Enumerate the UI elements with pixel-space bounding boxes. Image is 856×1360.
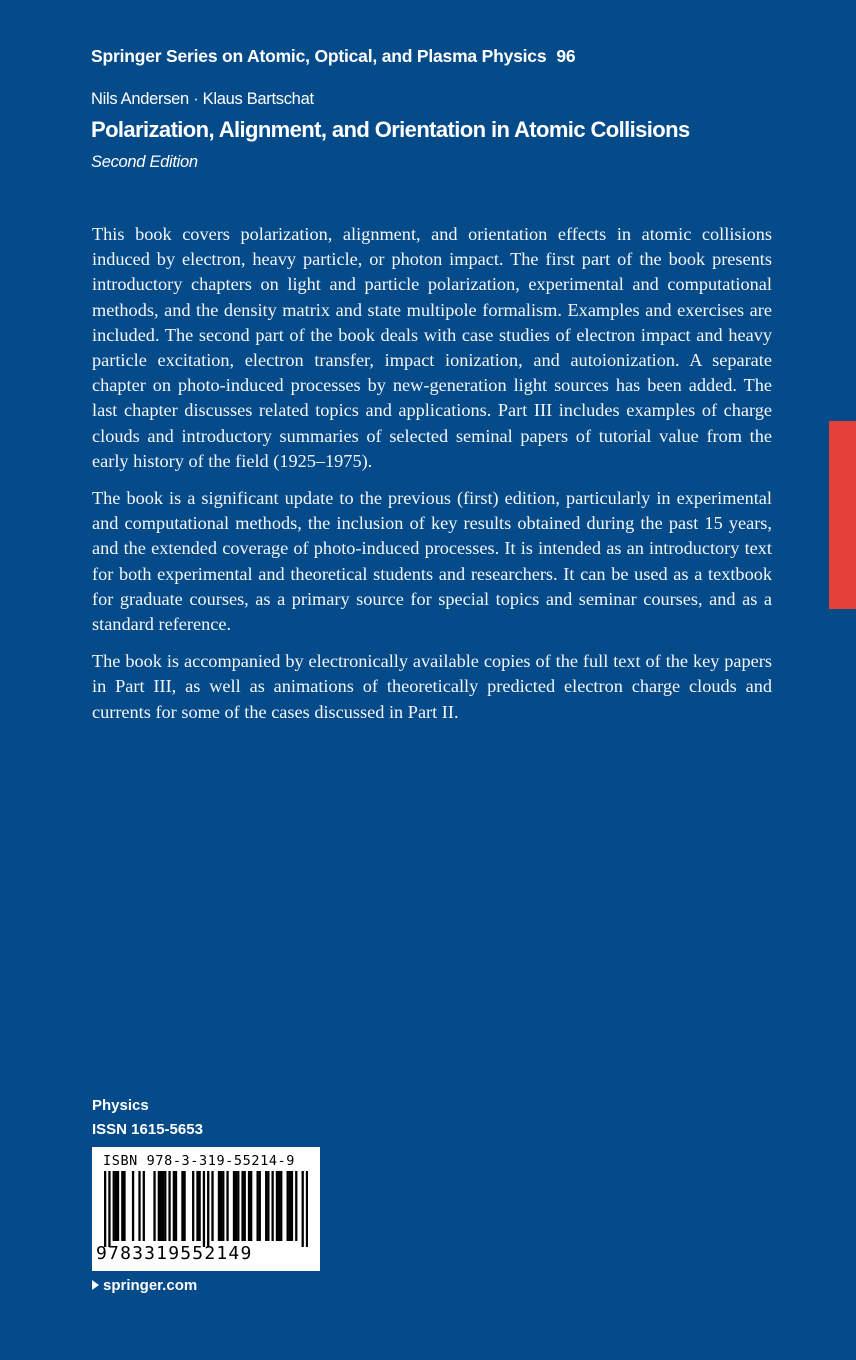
barcode-bar — [280, 1171, 282, 1241]
barcode-bar — [248, 1171, 250, 1241]
barcode-bar — [113, 1171, 115, 1241]
barcode-bar — [175, 1171, 177, 1241]
barcode-bar — [207, 1171, 209, 1247]
barcode-bar — [192, 1171, 194, 1241]
barcode-bar — [276, 1171, 278, 1241]
barcode-bar — [117, 1171, 119, 1241]
barcode-bar — [220, 1171, 222, 1241]
barcode-bar — [123, 1171, 125, 1241]
barcode-bar — [218, 1171, 220, 1241]
barcode-box — [92, 1147, 320, 1271]
barcode-bar — [265, 1171, 267, 1241]
barcode-bar — [237, 1171, 239, 1241]
issn-label: ISSN 1615-5653 — [92, 1121, 203, 1138]
barcode-bar — [104, 1171, 106, 1247]
blurb-paragraph-3: The book is accompanied by electronically available copies of the full text of the key papers in Part III, as well as animations of theoretically predicted electron charge clouds and currents for some of the cases discussed in Part II. — [92, 651, 772, 722]
barcode-bar — [267, 1171, 269, 1241]
barcode-bar — [250, 1171, 252, 1241]
blurb-paragraph-2: The book is a significant update to the previous (first) edition, particularly in experimental and computational methods, the inclusion of key results obtained during the past 15 years, and the extended coverage of photo-induced processes. It is intended as an introductory text for both experimental and theoretical students and researchers. It can be used as a textbook for graduate courses, as a primary source for special topics and seminar courses, and as a standard reference. — [92, 488, 772, 635]
barcode-bar — [271, 1171, 273, 1241]
barcode-bar — [115, 1171, 117, 1241]
series-name: Springer Series on Atomic, Optical, and Plasma Physics — [91, 46, 547, 66]
barcode-bar — [291, 1171, 293, 1241]
barcode-bar — [259, 1171, 261, 1241]
barcode-bar — [158, 1171, 160, 1241]
barcode-bar — [203, 1171, 205, 1247]
barcode-bar — [233, 1171, 235, 1241]
barcode-bar — [287, 1171, 289, 1241]
barcode-bar — [132, 1171, 134, 1241]
barcode-bar — [306, 1171, 308, 1247]
barcode-bar — [121, 1171, 123, 1241]
springer-link[interactable] — [92, 1277, 197, 1294]
series-line — [91, 46, 575, 67]
barcode-bar — [235, 1171, 237, 1241]
blurb — [92, 222, 772, 737]
barcode-bar — [289, 1171, 291, 1241]
subject-label: Physics — [92, 1097, 149, 1114]
barcode-bar — [164, 1171, 166, 1241]
barcode-bar — [222, 1171, 224, 1241]
barcode-bar — [256, 1171, 258, 1241]
red-edge-tab — [829, 421, 856, 609]
barcode-bar — [138, 1171, 140, 1241]
barcode-bar — [143, 1171, 145, 1241]
barcode-bar — [108, 1171, 110, 1247]
barcode-bar — [278, 1171, 280, 1241]
barcode-bar — [295, 1171, 297, 1241]
barcode-bar — [198, 1171, 200, 1241]
springer-link-text: springer.com — [103, 1277, 198, 1294]
barcode-bar — [181, 1171, 183, 1241]
barcode-bar — [160, 1171, 162, 1241]
barcode-bar — [183, 1171, 185, 1241]
barcode-bar — [241, 1171, 243, 1241]
barcode-bar — [168, 1171, 170, 1241]
barcode-bar — [162, 1171, 164, 1241]
isbn-label: ISBN 978-3-319-55214-9 — [103, 1153, 296, 1169]
blurb-paragraph-1: This book covers polarization, alignment, and orientation effects in atomic collisions induced by electron, heavy particle, or photon impact. The first part of the book presents introductory chapters on light and particle polarization, experimental and computational methods, and the density matrix and state multipole formalism. Examples and exercises are included. The second part of the book deals with case studies of electron impact and heavy particle excitation, electron transfer, impact ionization, and autoionization. A separate chapter on photo-induced processes by new-generation light sources has been added. The last chapter discusses related topics and applications. Part III includes examples of charge clouds and introductory summaries of selected seminal papers of tutorial value from the early history of the field (1925–1975). — [92, 224, 772, 471]
barcode-icon — [104, 1171, 308, 1247]
barcode-bar — [196, 1171, 198, 1241]
barcode-bar — [226, 1171, 228, 1241]
barcode-bar — [153, 1171, 155, 1241]
barcode-bar — [211, 1171, 213, 1241]
book-title: Polarization, Alignment, and Orientation in Atomic Collisions — [91, 117, 690, 142]
barcode-bar — [302, 1171, 304, 1247]
barcode-digits: 9783319552149 — [96, 1243, 253, 1264]
series-volume: 96 — [556, 46, 576, 66]
authors: Nils Andersen · Klaus Bartschat — [91, 90, 314, 108]
barcode-bar — [244, 1171, 246, 1241]
edition: Second Edition — [91, 153, 198, 171]
barcode-bar — [173, 1171, 175, 1241]
arrow-right-icon — [92, 1280, 99, 1290]
